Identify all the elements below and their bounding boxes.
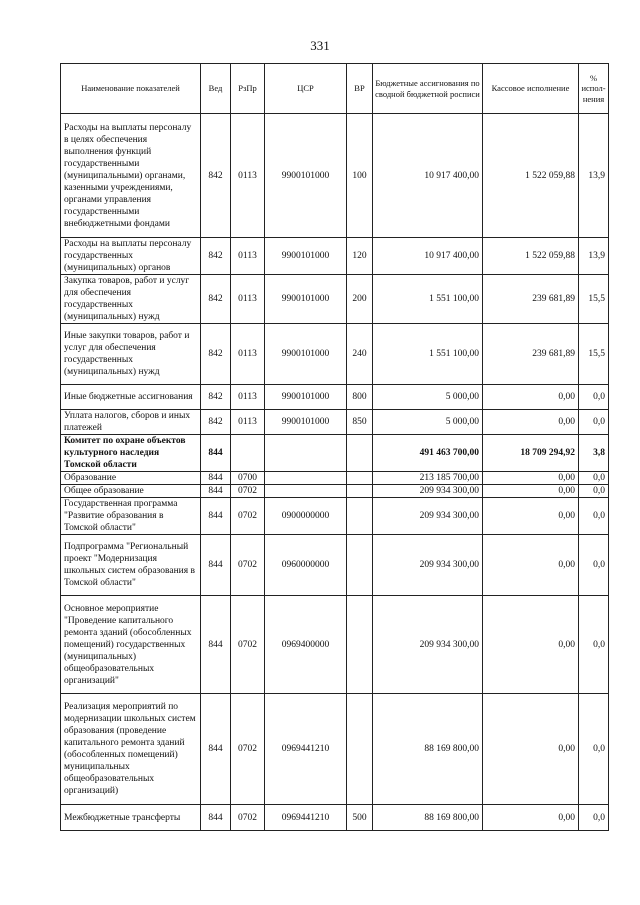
cell-cash: 0,00 [483, 535, 579, 596]
cell-percent: 3,8 [579, 435, 609, 472]
cell-cash: 18 709 294,92 [483, 435, 579, 472]
budget-table [60, 63, 609, 831]
cell-rzpr: 0113 [231, 324, 265, 385]
cell-csr: 0900000000 [265, 498, 347, 535]
cell-name: Подпрограмма "Региональный проект "Модернизация школьных систем образования в Томской области" [61, 535, 201, 596]
cell-vr: 200 [347, 275, 373, 324]
cell-cash: 0,00 [483, 498, 579, 535]
cell-vr [347, 498, 373, 535]
cell-name: Государственная программа "Развитие образования в Томской области" [61, 498, 201, 535]
table-row [61, 275, 609, 324]
cell-percent: 0,0 [579, 498, 609, 535]
cell-vr: 850 [347, 410, 373, 435]
cell-name: Уплата налогов, сборов и иных платежей [61, 410, 201, 435]
cell-vr [347, 485, 373, 498]
cell-cash: 0,00 [483, 385, 579, 410]
cell-cash: 0,00 [483, 694, 579, 805]
cell-ved: 844 [201, 596, 231, 694]
cell-budget: 209 934 300,00 [373, 596, 483, 694]
cell-percent: 0,0 [579, 485, 609, 498]
cell-name: Закупка товаров, работ и услуг для обеспечения государственных (муниципальных) нужд [61, 275, 201, 324]
header-csr: ЦСР [265, 64, 347, 114]
table-row [61, 596, 609, 694]
cell-cash: 0,00 [483, 410, 579, 435]
cell-csr [265, 485, 347, 498]
cell-vr [347, 535, 373, 596]
cell-csr: 9900101000 [265, 324, 347, 385]
cell-rzpr [231, 435, 265, 472]
cell-budget: 88 169 800,00 [373, 694, 483, 805]
table-row [61, 535, 609, 596]
cell-cash: 0,00 [483, 596, 579, 694]
cell-percent: 0,0 [579, 472, 609, 485]
cell-rzpr: 0702 [231, 596, 265, 694]
cell-rzpr: 0702 [231, 485, 265, 498]
header-rzpr: РзПр [231, 64, 265, 114]
page-number: 331 [310, 38, 330, 53]
cell-cash: 1 522 059,88 [483, 114, 579, 238]
cell-csr: 0969400000 [265, 596, 347, 694]
cell-name: Иные бюджетные ассигнования [61, 385, 201, 410]
cell-ved: 842 [201, 275, 231, 324]
cell-rzpr: 0113 [231, 385, 265, 410]
cell-vr [347, 694, 373, 805]
cell-vr [347, 472, 373, 485]
cell-csr: 0969441210 [265, 805, 347, 831]
table-row [61, 498, 609, 535]
cell-budget: 5 000,00 [373, 385, 483, 410]
cell-vr: 120 [347, 238, 373, 275]
cell-ved: 844 [201, 435, 231, 472]
cell-vr: 500 [347, 805, 373, 831]
table-row [61, 114, 609, 238]
cell-percent: 15,5 [579, 275, 609, 324]
cell-cash: 0,00 [483, 805, 579, 831]
cell-percent: 13,9 [579, 114, 609, 238]
cell-rzpr: 0113 [231, 275, 265, 324]
cell-vr: 800 [347, 385, 373, 410]
table-header-row [61, 64, 609, 114]
cell-csr: 9900101000 [265, 410, 347, 435]
cell-ved: 842 [201, 385, 231, 410]
cell-budget: 10 917 400,00 [373, 238, 483, 275]
header-budget: Бюджетные ассигнования по сводной бюджетной росписи [373, 64, 483, 114]
cell-percent: 15,5 [579, 324, 609, 385]
table-row [61, 472, 609, 485]
cell-rzpr: 0113 [231, 114, 265, 238]
cell-percent: 0,0 [579, 596, 609, 694]
header-name: Наименование показателей [61, 64, 201, 114]
cell-name: Общее образование [61, 485, 201, 498]
cell-csr: 9900101000 [265, 114, 347, 238]
cell-rzpr: 0700 [231, 472, 265, 485]
cell-percent: 0,0 [579, 385, 609, 410]
cell-percent: 0,0 [579, 805, 609, 831]
cell-vr: 100 [347, 114, 373, 238]
cell-percent: 13,9 [579, 238, 609, 275]
cell-percent: 0,0 [579, 535, 609, 596]
table-row [61, 324, 609, 385]
cell-name: Комитет по охране объектов культурного наследия Томской области [61, 435, 201, 472]
cell-budget: 1 551 100,00 [373, 275, 483, 324]
cell-rzpr: 0702 [231, 535, 265, 596]
cell-name: Расходы на выплаты персоналу в целях обеспечения выполнения функций государственными (муниципальными) органами, казенными учреждениями, органами управления государственными внебюджетными фондами [61, 114, 201, 238]
table-row [61, 485, 609, 498]
cell-name: Иные закупки товаров, работ и услуг для обеспечения государственных (муниципальных) нужд [61, 324, 201, 385]
cell-csr: 9900101000 [265, 385, 347, 410]
cell-budget: 209 934 300,00 [373, 535, 483, 596]
table-row [61, 385, 609, 410]
cell-name: Расходы на выплаты персоналу государственных (муниципальных) органов [61, 238, 201, 275]
cell-budget: 88 169 800,00 [373, 805, 483, 831]
cell-vr: 240 [347, 324, 373, 385]
cell-csr: 0969441210 [265, 694, 347, 805]
cell-rzpr: 0702 [231, 498, 265, 535]
header-vr: ВР [347, 64, 373, 114]
cell-budget: 5 000,00 [373, 410, 483, 435]
cell-ved: 844 [201, 694, 231, 805]
cell-budget: 491 463 700,00 [373, 435, 483, 472]
cell-percent: 0,0 [579, 410, 609, 435]
cell-percent: 0,0 [579, 694, 609, 805]
header-ved: Вед [201, 64, 231, 114]
cell-ved: 842 [201, 410, 231, 435]
table-row [61, 805, 609, 831]
cell-vr [347, 435, 373, 472]
cell-name: Реализация мероприятий по модернизации школьных систем образования (проведение капитального ремонта зданий (обособленных помещений) муниципальных общеобразовательных организаций) [61, 694, 201, 805]
cell-name: Образование [61, 472, 201, 485]
table-row [61, 410, 609, 435]
cell-budget: 10 917 400,00 [373, 114, 483, 238]
cell-cash: 0,00 [483, 472, 579, 485]
cell-ved: 844 [201, 535, 231, 596]
cell-rzpr: 0702 [231, 805, 265, 831]
cell-budget: 1 551 100,00 [373, 324, 483, 385]
cell-ved: 842 [201, 238, 231, 275]
cell-csr: 9900101000 [265, 275, 347, 324]
cell-budget: 209 934 300,00 [373, 498, 483, 535]
cell-budget: 209 934 300,00 [373, 485, 483, 498]
cell-name: Межбюджетные трансферты [61, 805, 201, 831]
cell-csr [265, 435, 347, 472]
cell-cash: 239 681,89 [483, 324, 579, 385]
table-row [61, 238, 609, 275]
cell-ved: 842 [201, 114, 231, 238]
cell-csr [265, 472, 347, 485]
cell-cash: 1 522 059,88 [483, 238, 579, 275]
cell-cash: 239 681,89 [483, 275, 579, 324]
table-row [61, 435, 609, 472]
cell-ved: 844 [201, 485, 231, 498]
table-row [61, 694, 609, 805]
cell-budget: 213 185 700,00 [373, 472, 483, 485]
cell-rzpr: 0113 [231, 410, 265, 435]
cell-ved: 842 [201, 324, 231, 385]
cell-ved: 844 [201, 805, 231, 831]
cell-ved: 844 [201, 472, 231, 485]
header-cash: Кассовое исполнение [483, 64, 579, 114]
cell-csr: 0960000000 [265, 535, 347, 596]
cell-csr: 9900101000 [265, 238, 347, 275]
cell-rzpr: 0702 [231, 694, 265, 805]
cell-vr [347, 596, 373, 694]
cell-name: Основное мероприятие "Проведение капитального ремонта зданий (обособленных помещений) государственных (муниципальных) общеобразовательных организаций" [61, 596, 201, 694]
cell-ved: 844 [201, 498, 231, 535]
cell-rzpr: 0113 [231, 238, 265, 275]
header-percent: % испол-нения [579, 64, 609, 114]
cell-cash: 0,00 [483, 485, 579, 498]
